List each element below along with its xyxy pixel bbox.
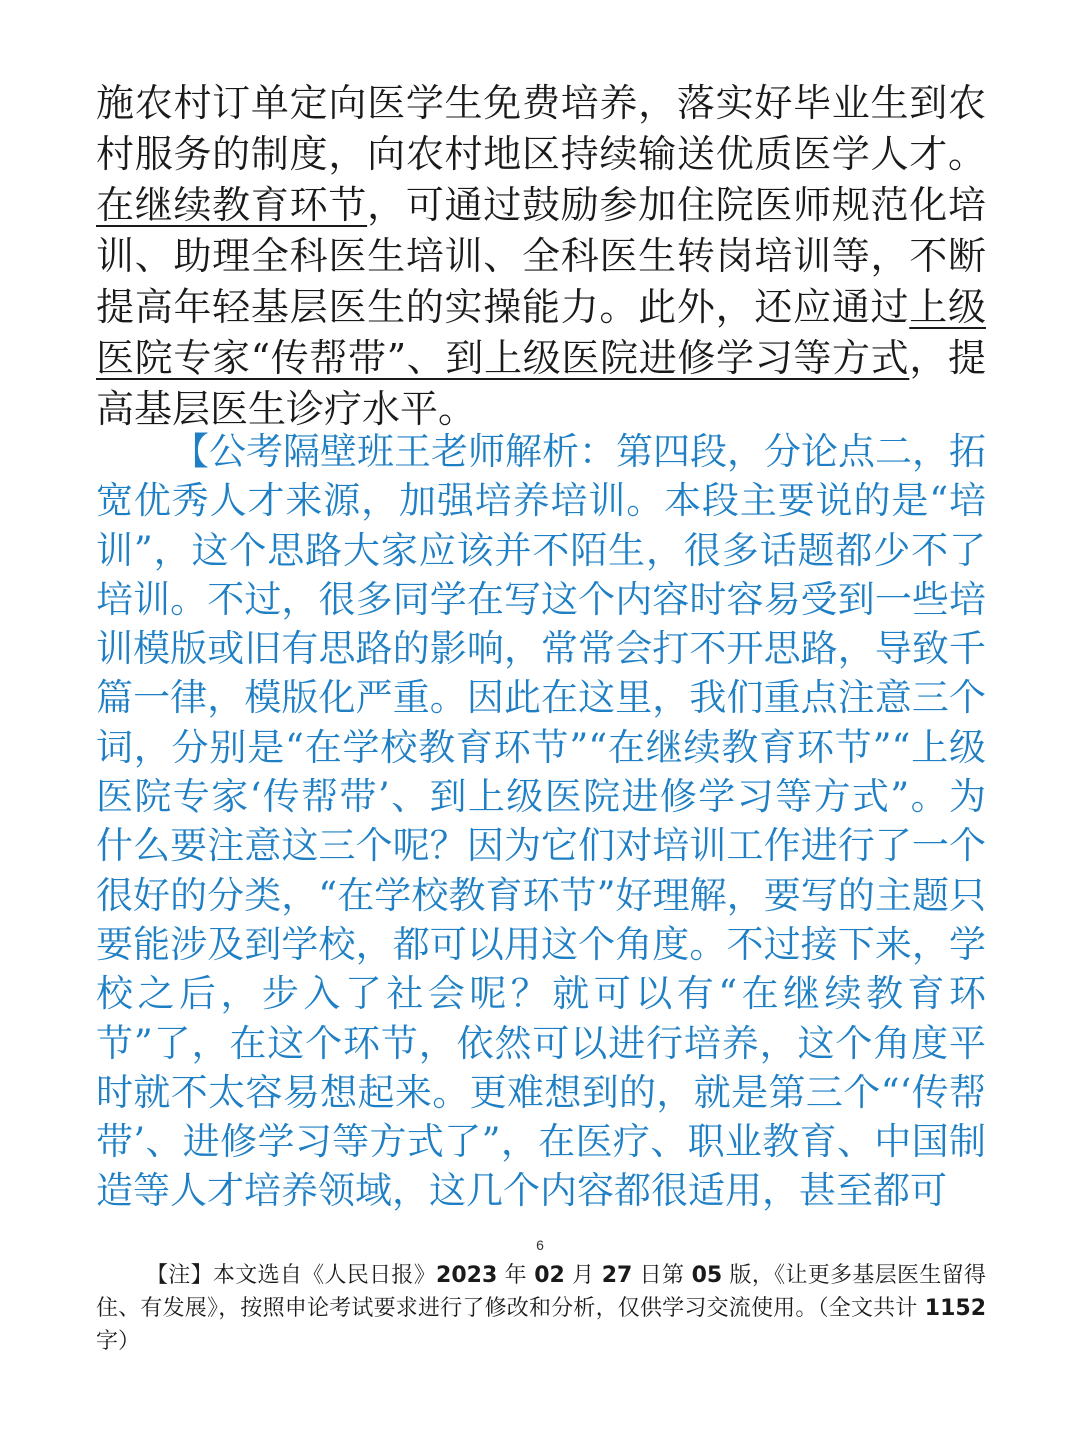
paragraph-segment: 施农村订单定向医学生免费培养，落实好毕业生到农村服务的制度，向农村地区持续输送优质医学人才。 [96, 81, 986, 176]
paragraph-segment: ，提高基层医生诊疗水平。 [96, 336, 986, 431]
source-note: 【注】本文选自《人民日报》2023 年 02 月 27 日第 05 版，《让更多基层医生留得住、有发展》，按照申论考试要求进行了修改和分析，仅供学习交流使用。（全文共计 1152 字） [96, 1263, 986, 1354]
underlined-phrase-mentoring: 上级医院专家“传帮带”、到上级医院进修学习等方式 [96, 285, 986, 380]
article-paragraph [96, 78, 986, 435]
underlined-phrase-continuing-education: 在继续教育环节 [96, 183, 368, 227]
page-number: 6 [536, 1237, 544, 1253]
paragraph-segment: ，可通过鼓励参加住院医师规范化培训、助理全科医生培训、全科医生转岗培训等，不断提高年轻基层医生的实操能力。此外，还应通过 [96, 183, 986, 329]
teacher-analysis: 【公考隔壁班王老师解析：第四段，分论点二，拓宽优秀人才来源，加强培养培训。本段主要说的是“培训”，这个思路大家应该并不陌生，很多话题都少不了培训。不过，很多同学在写这个内容时容易受到一些培训模版或旧有思路的影响，常常会打不开思路，导致千篇一律，模版化严重。因此在这里，我们重点注意三个词，分别是“在学校教育环节”“在继续教育环节”“上级医院专家‘传帮带’、到上级医院进修学习等方式”。为什么要注意这三个呢？因为它们对培训工作进行了一个很好的分类，“在学校教育环节”好理解，要写的主题只要能涉及到学校，都可以用这个角度。不过接下来，学校之后，步入了社会呢？就可以有“在继续教育环节”了，在这个环节，依然可以进行培养，这个角度平时就不太容易想起来。更难想到的，就是第三个“‘传帮带’、进修学习等方式了”，在医疗、职业教育、中国制造等人才培养领域，这几个内容都很适用，甚至都可 [96, 430, 986, 1213]
